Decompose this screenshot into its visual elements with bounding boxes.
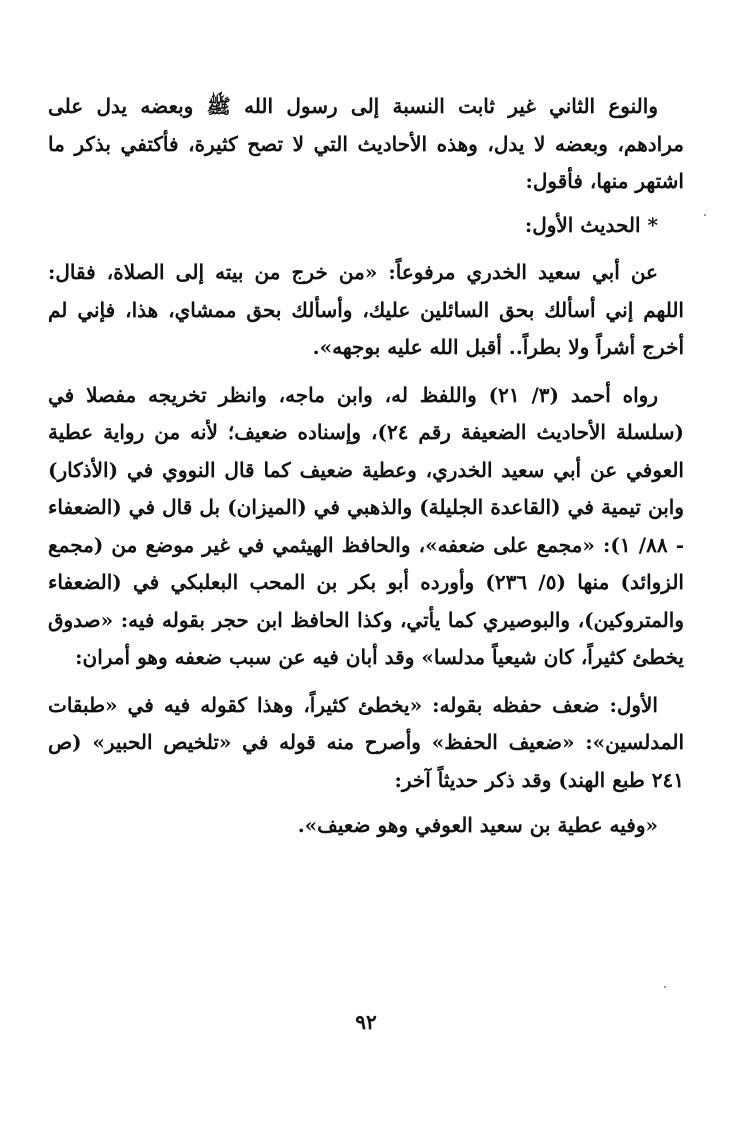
page-number: ٩٢ [355,1010,377,1034]
quoted-statement: «وفيه عطية بن سعيد العوفي وهو ضعيف». [297,813,658,837]
page-text [48,88,684,845]
scan-speck [664,986,666,988]
section-heading: * الحديث الأول: [524,212,658,237]
takhrij-paragraph: رواه أحمد (٣/ ٢١) واللفظ له، وابن ماجه، وانظر تخريجه مفصلا في (سلسلة الأحاديث الضعيفة رقم ٢٤)، وإسناده ضعيف؛ لأنه من رواية عطية العوفي عن أبي سعيد الخدري، وعطية ضعيف كما قال النووي في (الأذكار) وابن تيمية في (القاعدة الجليلة) والذهبي في (الميزان) بل قال في (الضعفاء - ٨٨/ ١): «مجمع على ضعفه»، والحافظ الهيثمي في غير موضع من (مجمع الزوائد) منها (٥/ ٢٣٦) وأورده أبو بكر بن المحب البعلبكي في (الضعفاء والمتروكين)، والبوصيري كما يأتي، وكذا الحافظ ابن حجر بقوله فيه: «صدوق يخطئ كثيراً، كان شيعياً مدلسا» وقد أبان فيه عن سبب ضعفه وهو أمران: [48,382,684,669]
scan-speck [704,214,706,216]
first-reason-paragraph: الأول: ضعف حفظه بقوله: «يخطئ كثيراً، وهذا كقوله فيه في «طبقات المدلسين»: «ضعيف الحفظ» وأصرح منه قوله في «تلخيص الحبير» (ص ٢٤١ طبع الهند) وقد ذكر حديثاً آخر: [48,692,684,792]
intro-paragraph: والنوع الثاني غير ثابت النسبة إلى رسول الله ﷺ وبعضه يدل على مرادهم، وبعضه لا يدل، وهذه الأحاديث التي لا تصح كثيرة، فأكتفي بذكر ما اشتهر منها، فأقول: [48,94,684,193]
hadith-text: عن أبي سعيد الخدري مرفوعاً: «من خرج من بيته إلى الصلاة، فقال: اللهم إني أسألك بحق السائلين عليك، وأسألك بحق ممشاي، هذا، فإني لم أخرج أشراً ولا بطراً.. أقبل الله عليه بوجهه». [48,260,684,359]
